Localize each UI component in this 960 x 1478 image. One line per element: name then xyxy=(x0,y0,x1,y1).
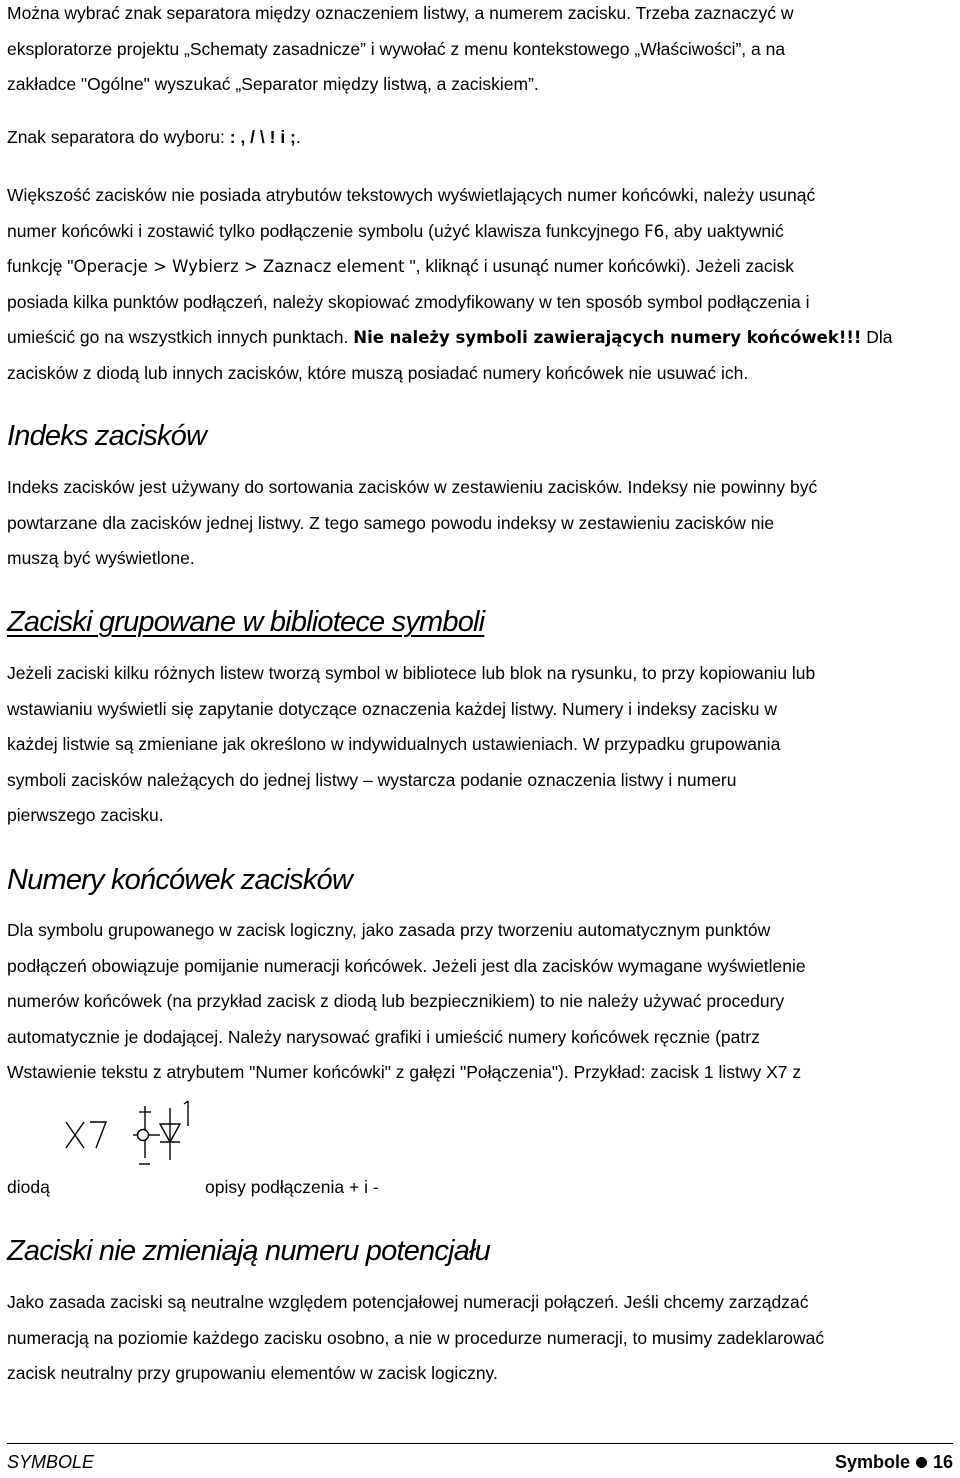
para2-line-2b: , aby uaktywnić xyxy=(664,220,784,241)
grouped-line-2: wstawianiu wyświetli się zapytanie dotyczące oznaczenia każdej listwy. Numery i indeksy zacisku w xyxy=(7,698,777,719)
terminal-circle xyxy=(138,1130,149,1141)
para2-line-2a: numer końcówki i zostawić tylko podłączenie symbolu (użyć klawisza funkcyjnego xyxy=(7,220,645,241)
para2-line-3b: ", kliknąć i usunąć numer końcówki). xyxy=(404,256,696,276)
page-footer xyxy=(7,1443,953,1478)
potential-paragraph xyxy=(7,1285,947,1392)
diode-icon xyxy=(156,1108,180,1160)
terminal-index-paragraph xyxy=(7,470,947,577)
para2-line-3c: Jeżeli zacisk xyxy=(695,256,795,276)
grouped-line-3: każdej listwie są zmieniane jak określono w indywidualnych ustawieniach. W przypadku grupowania xyxy=(7,734,781,754)
index-line-2: powtarzane dla zacisków jednej listwy. Z tego samego powodu indeksy w zestawieniu zacisków nie xyxy=(7,512,775,533)
index-line-1: Indeks zacisków jest używany do sortowania zacisków w zestawieniu zacisków. Indeksy nie powinny być xyxy=(7,477,818,497)
grouped-terminals-paragraph xyxy=(7,656,947,834)
para2-line-5a: umieścić go na wszystkich innych punktach. xyxy=(7,327,354,347)
heading-terminal-numbers: Numery końcówek zacisków xyxy=(7,864,353,896)
numbers-line-4: automatycznie je dodającej. Należy narysować grafiki i umieścić numery końcówek ręcznie (patrz xyxy=(7,1026,760,1047)
separator-chars: : , / \ ! i ; xyxy=(229,127,296,147)
heading-terminal-index: Indeks zacisków xyxy=(7,420,207,452)
footer-page-info xyxy=(835,1452,953,1473)
figure-caption-diode: diodą xyxy=(7,1177,50,1197)
warning-text: Nie należy symboli zawierających numery końcówek!!! xyxy=(353,328,862,347)
footer-chapter: Symbole xyxy=(834,1452,910,1472)
bullet-icon xyxy=(916,1457,927,1468)
intro-line-1: Można wybrać znak separatora między oznaczeniem listwy, a numerem zacisku. Trzeba zaznaczyć w xyxy=(7,3,794,23)
grouped-line-1: Jeżeli zaciski kilku różnych listew tworzą symbol w bibliotece lub blok na rysunku, to przy kopiowaniu lub xyxy=(7,663,816,683)
terminal-numbers-section-paragraph xyxy=(7,913,947,1091)
grouped-line-5: pierwszego zacisku. xyxy=(7,805,164,825)
potential-line-1: Jako zasada zaciski są neutralne względem potencjałowej numeracji połączeń. Jeśli chcemy zarządzać xyxy=(7,1292,809,1312)
intro-line-3: zakładce "Ogólne" wyszukać „Separator między listwą, a zaciskiem”. xyxy=(7,74,539,94)
index-line-3: muszą być wyświetlone. xyxy=(7,548,195,568)
numbers-line-3: numerów końcówek (na przykład zacisk z diodą lub bezpiecznikiem) to nie należy używać procedury xyxy=(7,991,785,1011)
separator-end: . xyxy=(295,127,301,147)
x7-label-glyphs xyxy=(66,1122,106,1148)
menu-command-path: Operacje > Wybierz > Zaznacz element xyxy=(73,257,405,276)
function-key: F6 xyxy=(644,221,665,241)
para2-line-1: Większość zacisków nie posiada atrybutów tekstowych wyświetlających numer końcówki, należy usunąć xyxy=(7,185,816,205)
potential-line-2: numeracją na poziomie każdego zacisku osobno, a nie w procedurze numeracji, to musimy zadeklarować xyxy=(7,1327,825,1348)
grouped-line-4: symboli zacisków należących do jednej listwy – wystarcza podanie oznaczenia listwy i numeru xyxy=(7,769,737,790)
diode-terminal-symbol xyxy=(60,1100,200,1170)
numbers-line-1: Dla symbolu grupowanego w zacisk logiczny, jako zasada przy tworzeniu automatycznym punktów xyxy=(7,920,771,940)
potential-line-3: zacisk neutralny przy grupowaniu elementów w zacisk logiczny. xyxy=(7,1363,498,1383)
heading-grouped-terminals: Zaciski grupowane w bibliotece symboli xyxy=(7,606,485,638)
intro-paragraph xyxy=(7,0,947,103)
para2-line-5b: Dla xyxy=(861,327,893,347)
para2-line-3a: funkcję " xyxy=(7,256,74,276)
intro-line-2: eksploratorze projektu „Schematy zasadnicze” i wywołać z menu kontekstowego „Właściwości”, a na xyxy=(7,38,786,59)
para2-line-6: zacisków z diodą lub innych zacisków, które muszą posiadać numery końcówek nie usuwać ich. xyxy=(7,362,749,383)
separator-line xyxy=(7,120,947,156)
terminal-numbers-paragraph xyxy=(7,178,947,391)
separator-label: Znak separatora do wyboru: xyxy=(7,127,230,147)
para2-line-4: posiada kilka punktów podłączeń, należy skopiować zmodyfikowany w ten sposób symbol podłączenia i xyxy=(7,291,810,312)
figure-caption-connections: opisy podłączenia + i - xyxy=(205,1177,379,1197)
numbers-line-5: Wstawienie tekstu z atrybutem "Numer końcówki" z gałęzi "Połączenia"). Przykład: zacisk 1 listwy X7 z xyxy=(7,1062,802,1082)
heading-potential-numbers: Zaciski nie zmieniają numeru potencjału xyxy=(7,1235,490,1267)
numbers-line-2: podłączeń obowiązuje pomijanie numeracji końcówek. Jeżeli jest dla zacisków wymagane wyświetlenie xyxy=(7,955,806,976)
footer-section-name: SYMBOLE xyxy=(7,1452,95,1472)
footer-page-number: 16 xyxy=(932,1452,953,1472)
